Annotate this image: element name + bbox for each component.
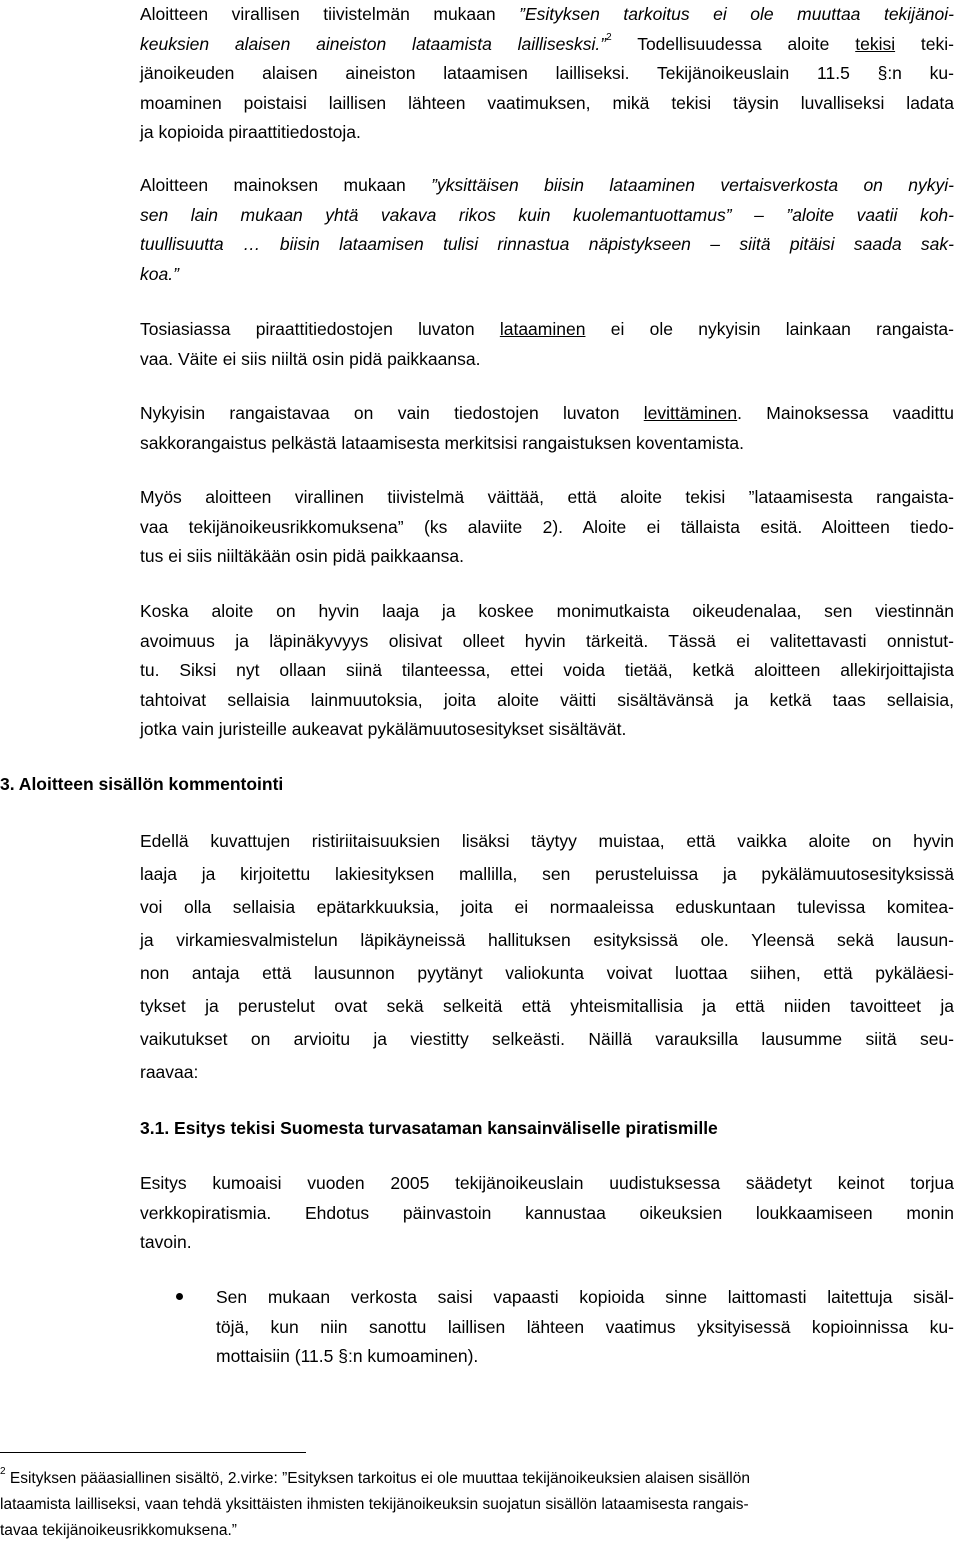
text-line: ja virkamiesvalmistelun läpikäyneissä hallituksen esityksissä ole. Yleensä sekä lausun- (140, 930, 954, 950)
text-line: tuullisuutta … biisin lataamisen tulisi rinnastua näpistykseen – siitä pitäisi saada sak- (140, 234, 954, 254)
text-line: tavoin. (140, 1232, 192, 1252)
text-line: vaa. Väite ei siis niiltä osin pidä paikkaansa. (140, 348, 481, 369)
bullet-item (216, 1283, 954, 1372)
text-line: tu. Siksi nyt ollaan siinä tilanteessa, ettei voida tietää, ketkä aloitteen allekirjoittajista (140, 660, 954, 680)
text-line: $^2$ Esityksen pääasiallinen sisältö, 2.virke: ”Esityksen tarkoitus ei ole muuttaa tekijänoikeuksien alaisen sisällön (0, 1465, 750, 1487)
paragraph-download-fact (140, 315, 954, 374)
text-line: tahtoivat sellaisia lainmuutoksia, joita aloite väitti sisältävänsä ja ketkä taas sellaisia, (140, 689, 954, 710)
paragraph-distribution-fact (140, 399, 954, 458)
text-line: vaa tekijänoikeusrikkomuksena” (ks alaviite 2). Aloite ei tällaista esitä. Aloitteen tiedo- (140, 516, 954, 537)
text-line: Sen mukaan verkosta saisi vapaasti kopioida sinne laittomasti laitettuja sisäl- (216, 1287, 954, 1307)
paragraph-piracy-means (140, 1169, 954, 1258)
text-line: laaja ja kirjoitettu lakiesityksen mallilla, sen perusteluissa ja pykälämuutosesityksissä (140, 864, 954, 884)
text-line: vaikutukset on arvioitu ja viestitty selkeästi. Näillä varauksilla lausumme siitä seu- (140, 1029, 954, 1049)
text-line: töjä, kun niin sanottu laillisen lähteen vaatimus yksityisessä kopioinnissa ku- (216, 1316, 954, 1337)
text-line: sakkorangaistus pelkästä lataamisesta merkitsisi rangaistuksen koventamista. (140, 432, 745, 453)
text-line: lataamista lailliseksi, vaan tehdä yksittäisten ihmisten tekijänoikeuksin suojatun sisällön lataamisesta rangais- (0, 1496, 749, 1513)
text-line: moaminen poistaisi laillisen lähteen vaatimuksen, mikä tekisi täysin luvalliseksi ladata (140, 92, 954, 113)
text-line: raavaa: (140, 1062, 199, 1082)
bullet-dot-icon (176, 1293, 183, 1300)
text-line: keuksien alaisen aineiston lataamista laillisesksi.”$^2$ Todellisuudessa aloite tekisi teki- (140, 31, 954, 54)
footnote-number: 2 (0, 1465, 6, 1477)
text-line: Aloitteen virallisen tiivistelmän mukaan ”Esityksen tarkoitus ei ole muuttaa tekijänoi- (140, 4, 954, 24)
text-line: voi olla sellaisia epätarkkuuksia, joita ei normaaleissa eduskuntaan tulevissa komitea- (140, 897, 954, 917)
text-line: avoimuus ja läpinäkyvyys olisivat olleet hyvin tärkeitä. Tässä ei valitettavasti onnistut- (140, 630, 954, 651)
text-line: tus ei siis niiltäkään osin pidä paikkaansa. (140, 546, 464, 566)
paragraph-official-summary (140, 483, 954, 572)
text-line: Aloitteen mainoksen mukaan ”yksittäisen biisin lataaminen vertaisverkosta on nykyi- (140, 175, 954, 195)
text-line: jänoikeuden alaisen aineiston lataamisen lailliseksi. Tekijänoikeuslain 11.5 §:n ku- (140, 63, 954, 83)
text-line: Myös aloitteen virallinen tiivistelmä väittää, että aloite tekisi ”lataamisesta rangaista- (140, 487, 954, 507)
text-line: Esitys kumoaisi vuoden 2005 tekijänoikeuslain uudistuksessa säädetyt keinot torjua (140, 1173, 954, 1193)
subsection-heading: 3.1. Esitys tekisi Suomesta turvasataman kansainväliselle piratismille (140, 1118, 718, 1138)
text-line: non antaja että lausunnon pyytänyt valiokunta voivat luottaa siihen, että pykäläesi- (140, 963, 954, 983)
paragraph-commentary-intro (140, 825, 954, 1089)
text-line: Koska aloite on hyvin laaja ja koskee monimutkaista oikeudenalaa, sen viestinnän (140, 601, 954, 621)
footnote-separator (0, 1452, 306, 1453)
text-line: mottaisiin (11.5 §:n kumoaminen). (216, 1346, 479, 1366)
paragraph-transparency (140, 597, 954, 745)
text-line: sen lain mukaan yhtä vakava rikos kuin kuolemantuottamus” – ”aloite vaatii koh- (140, 204, 954, 225)
paragraph-summary-claim (140, 0, 954, 148)
paragraph-ad-claim (140, 171, 954, 289)
text-line: Tosiasiassa piraattitiedostojen luvaton lataaminen ei ole nykyisin lainkaan rangaista- (140, 319, 954, 339)
footnote (0, 1466, 954, 1544)
text-line: tykset ja perustelut ovat sekä selkeitä että yhteismitallisia ja että niiden tavoitteet ja (140, 996, 954, 1016)
text-line: ja kopioida piraattitiedostoja. (140, 122, 361, 142)
text-line: Edellä kuvattujen ristiriitaisuuksien lisäksi täytyy muistaa, että vaikka aloite on hyvin (140, 831, 954, 851)
text-line: koa.” (140, 263, 179, 284)
text-line: Nykyisin rangaistavaa on vain tiedostojen luvaton levittäminen. Mainoksessa vaadittu (140, 403, 955, 423)
text-line: verkkopiratismia. Ehdotus päinvastoin kannustaa oikeuksien loukkaamiseen monin (140, 1202, 954, 1223)
text-line: jotka vain juristeille aukeavat pykälämuutosesitykset sisältävät. (140, 719, 627, 739)
text-line: tavaa tekijänoikeusrikkomuksena.” (0, 1522, 237, 1539)
section-heading: 3. Aloitteen sisällön kommentointi (0, 774, 284, 794)
footnote-ref[interactable]: 2 (606, 31, 612, 43)
